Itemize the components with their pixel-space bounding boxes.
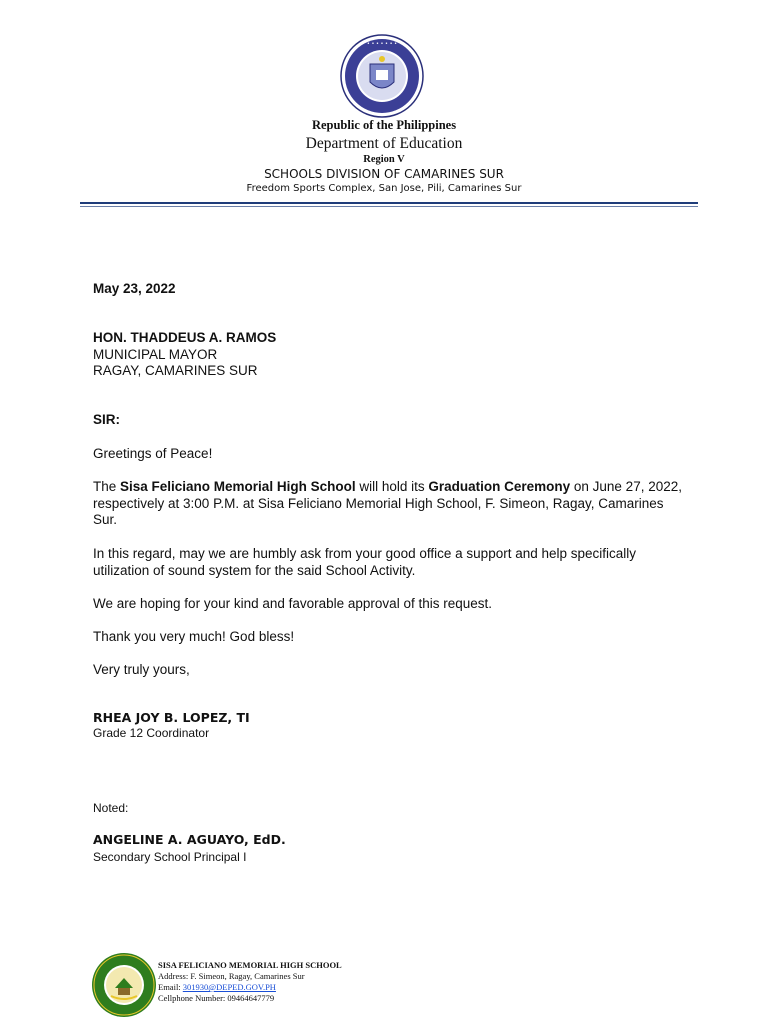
school-seal-logo <box>91 952 157 1018</box>
signatory1-name: RHEA JOY B. LOPEZ, TI <box>93 710 250 725</box>
header-republic: Republic of the Philippines <box>311 118 457 132</box>
header-division: SCHOOLS DIVISION OF CAMARINES SUR <box>264 167 504 181</box>
recipient-location: RAGAY, CAMARINES SUR <box>93 363 258 378</box>
signatory2-name: ANGELINE A. AGUAYO, EdD. <box>93 832 286 847</box>
noted-label: Noted: <box>93 801 129 815</box>
event-name-bold: Graduation Ceremony <box>428 479 571 494</box>
deped-seal-logo <box>340 34 424 118</box>
footer-school-name: SISA FELICIANO MEMORIAL HIGH SCHOOL <box>158 960 342 970</box>
header-department: Department of Education <box>305 135 463 152</box>
footer-address: Address: F. Simeon, Ragay, Camarines Sur <box>158 971 305 981</box>
school-name-bold: Sisa Feliciano Memorial High School <box>120 479 356 494</box>
letter-date: May 23, 2022 <box>93 281 176 296</box>
closing: Very truly yours, <box>93 662 190 677</box>
footer-email-link[interactable]: 301930@DEPED.GOV.PH <box>182 982 276 992</box>
recipient-name: HON. THADDEUS A. RAMOS <box>93 330 277 345</box>
paragraph-thanks: Thank you very much! God bless! <box>93 629 295 644</box>
header-divider-thin <box>80 206 698 207</box>
footer-email: Email: 301930@DEPED.GOV.PH <box>158 982 276 992</box>
header-divider <box>80 202 698 204</box>
header-address: Freedom Sports Complex, San Jose, Pili, Camarines Sur <box>246 183 522 194</box>
salutation: SIR: <box>93 412 120 427</box>
recipient-title: MUNICIPAL MAYOR <box>93 347 218 362</box>
signatory2-title: Secondary School Principal I <box>93 850 247 864</box>
paragraph-approval: We are hoping for your kind and favorable approval of this request. <box>93 596 492 611</box>
paragraph-event: The Sisa Feliciano Memorial High School will hold its Graduation Ceremony on June 27, 2022, respectively at 3:00 P.M. at Sisa Feliciano Memorial High School, F. Simeon, Ragay, Camarines Sur. <box>93 479 682 527</box>
signatory1-title: Grade 12 Coordinator <box>93 726 210 740</box>
paragraph-request: In this regard, may we are humbly ask from your good office a support and help specifically utilization of sound system for the said School Activity. <box>93 546 637 578</box>
header-region: Region V <box>363 154 405 165</box>
greeting: Greetings of Peace! <box>93 446 213 461</box>
svg-text:• • • • • • •: • • • • • • • <box>366 41 398 47</box>
footer-phone: Cellphone Number: 09464647779 <box>158 993 275 1003</box>
